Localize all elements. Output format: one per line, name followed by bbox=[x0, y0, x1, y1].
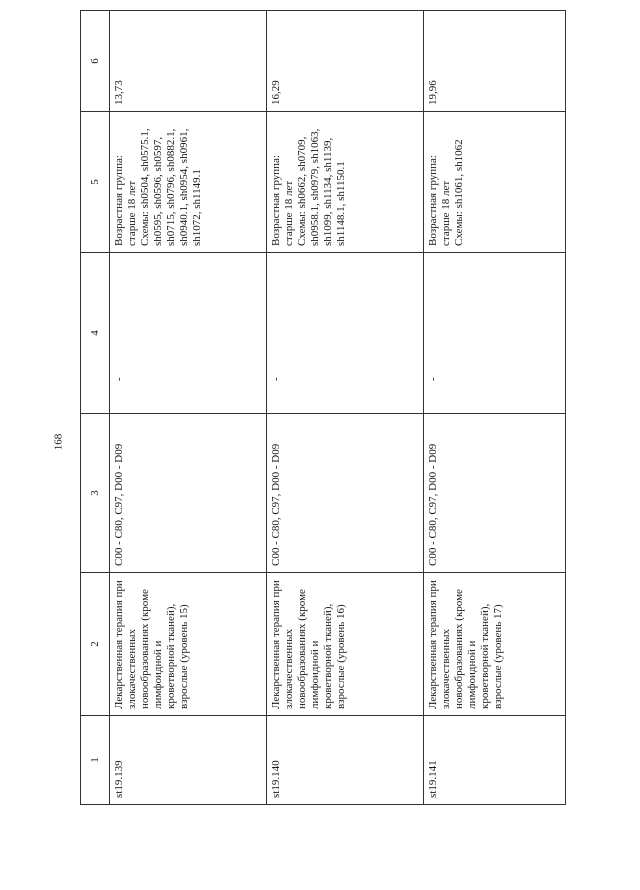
cell-name: Лекарственная терапия при злокачественных новообразованиях (кроме лимфоидной и кроветворной тканей), взрослые (уровень 16) bbox=[267, 573, 424, 716]
page-number: 168 bbox=[52, 433, 65, 451]
cell-code: st19.141 bbox=[424, 716, 566, 805]
cell-col4: - bbox=[267, 253, 424, 414]
cell-name: Лекарственная терапия при злокачественных новообразованиях (кроме лимфоидной и кроветворной тканей), взрослые (уровень 17) bbox=[424, 573, 566, 716]
table-row bbox=[110, 11, 267, 805]
cell-coefficient: 19,96 bbox=[424, 11, 566, 112]
cell-icd: C00 - C80, C97, D00 - D09 bbox=[267, 414, 424, 573]
table-row bbox=[267, 11, 424, 805]
header-col-4: 4 bbox=[81, 253, 110, 414]
header-col-5: 5 bbox=[81, 112, 110, 253]
rotated-table-container bbox=[80, 58, 610, 805]
cell-col4: - bbox=[110, 253, 267, 414]
cell-criteria: Возрастная группа: старше 18 лет Схемы: sh0662, sh0709, sh0958.1, sh0979, sh1063, sh1099, sh1134, sh1139, sh1148.1, sh1150.1 bbox=[267, 112, 424, 253]
header-col-1: 1 bbox=[81, 716, 110, 805]
cell-coefficient: 16,29 bbox=[267, 11, 424, 112]
table-row bbox=[424, 11, 566, 805]
cell-code: st19.139 bbox=[110, 716, 267, 805]
rotated-table-inner bbox=[80, 58, 610, 805]
cell-code: st19.140 bbox=[267, 716, 424, 805]
cell-icd: C00 - C80, C97, D00 - D09 bbox=[424, 414, 566, 573]
tariff-table bbox=[80, 10, 566, 805]
cell-coefficient: 13,73 bbox=[110, 11, 267, 112]
cell-col4: - bbox=[424, 253, 566, 414]
cell-name: Лекарственная терапия при злокачественных новообразованиях (кроме лимфоидной и кроветворной тканей), взрослые (уровень 15) bbox=[110, 573, 267, 716]
header-col-6: 6 bbox=[81, 11, 110, 112]
cell-criteria: Возрастная группа: старше 18 лет Схемы: sh1061, sh1062 bbox=[424, 112, 566, 253]
header-col-3: 3 bbox=[81, 414, 110, 573]
header-row bbox=[81, 11, 110, 805]
header-col-2: 2 bbox=[81, 573, 110, 716]
cell-icd: C00 - C80, C97, D00 - D09 bbox=[110, 414, 267, 573]
cell-criteria: Возрастная группа: старше 18 лет Схемы: sh0504, sh0575.1, sh0595, sh0596, sh0597, sh0715, sh0796, sh0882.1, sh0940.1, sh0954, sh0961, sh1072, sh1149.1 bbox=[110, 112, 267, 253]
